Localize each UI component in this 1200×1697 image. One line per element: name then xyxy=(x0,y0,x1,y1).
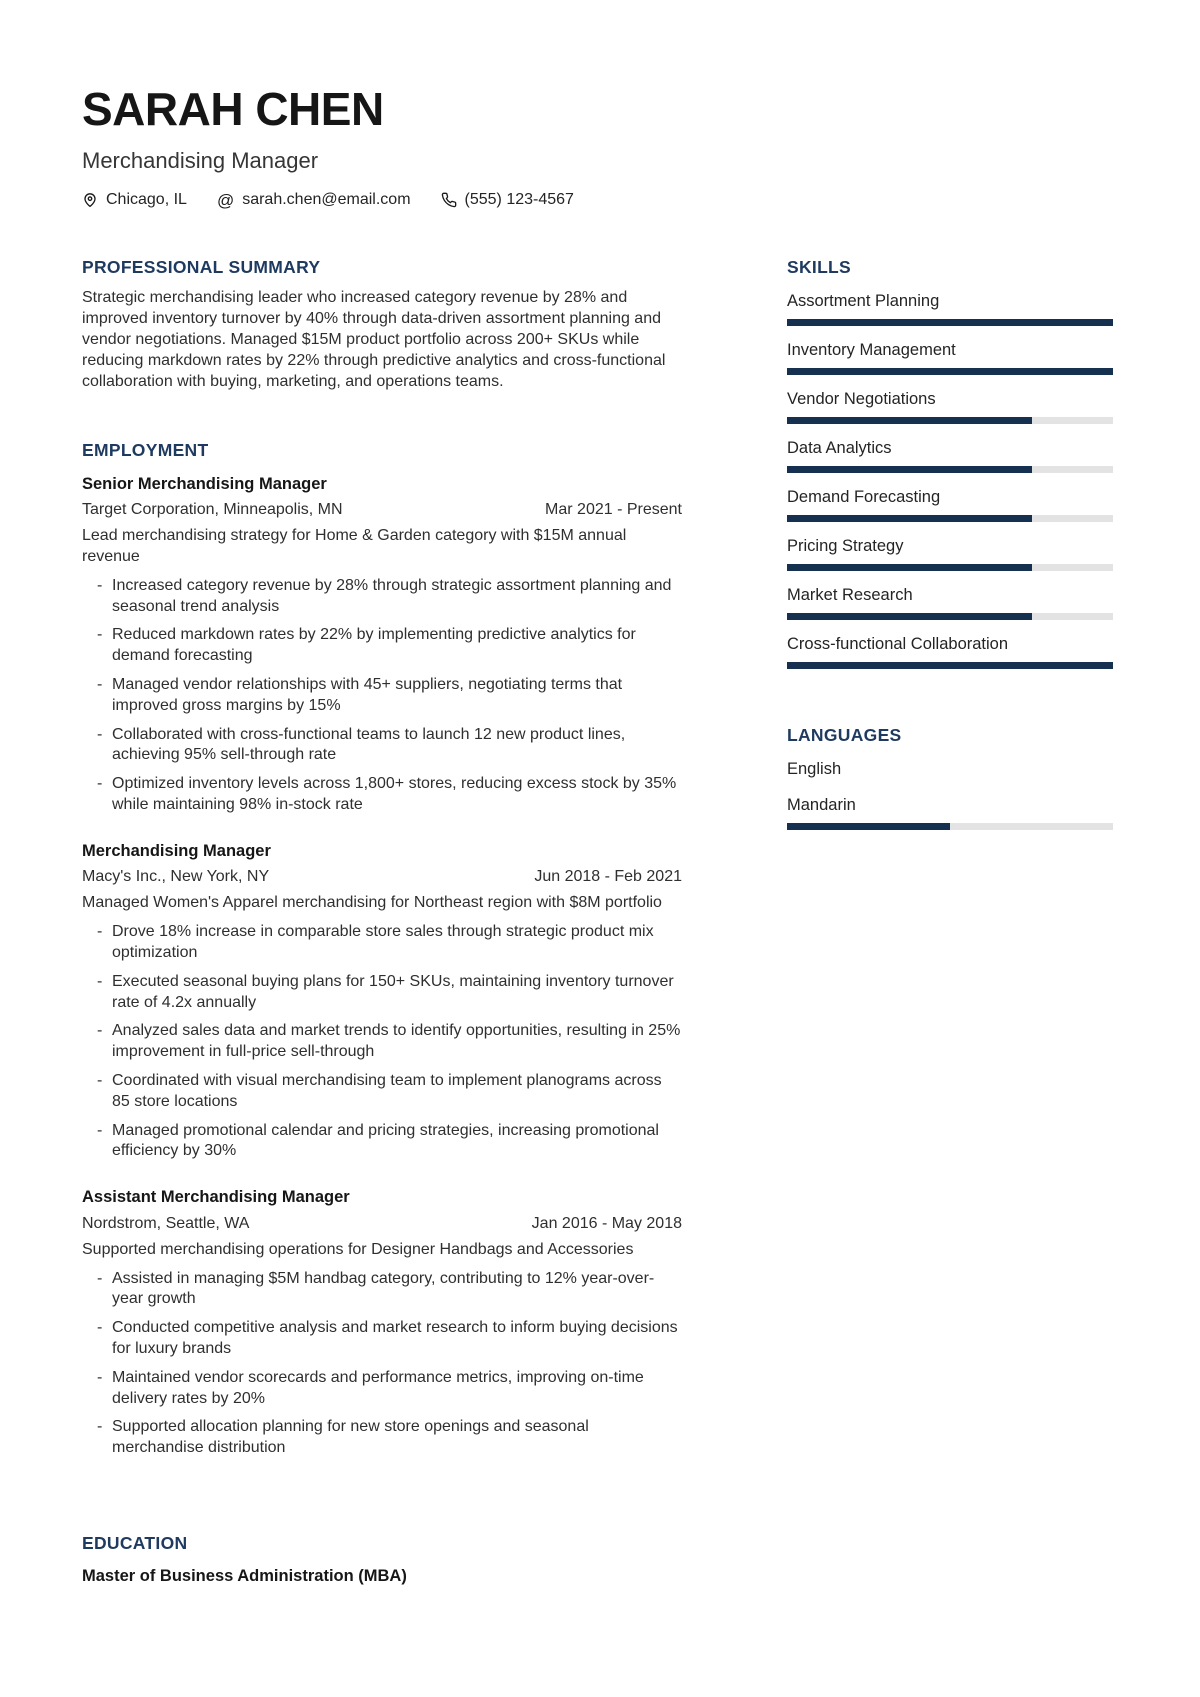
skill-item xyxy=(787,487,1113,522)
language-item-meter xyxy=(787,823,1113,830)
job-company: Target Corporation, Minneapolis, MN xyxy=(82,501,343,519)
skill-item xyxy=(787,438,1113,473)
job-bullets xyxy=(82,576,682,816)
job-dates: Mar 2021 - Present xyxy=(545,501,682,519)
job-bullet: - Reduced markdown rates by 22% by implementing predictive analytics for demand forecasting xyxy=(82,625,682,667)
contact-location xyxy=(82,191,187,209)
skill-item-label: Market Research xyxy=(787,586,913,605)
skill-item-meter-fill xyxy=(787,564,1032,571)
languages-section xyxy=(787,725,1113,829)
job-bullet: - Coordinated with visual merchandising team to implement planograms across 85 store locations xyxy=(82,1071,682,1113)
job-bullet: - Analyzed sales data and market trends to identify opportunities, resulting in 25% improvement in full-price sell-through xyxy=(82,1021,682,1063)
job-bullet: - Supported allocation planning for new store openings and seasonal merchandise distribution xyxy=(82,1417,682,1459)
skill-item-meter xyxy=(787,319,1113,326)
skill-item-meter xyxy=(787,368,1113,375)
job-bullet: - Optimized inventory levels across 1,800+ stores, reducing excess stock by 35% while maintaining 98% in-stock rate xyxy=(82,774,682,816)
skill-item-meter xyxy=(787,515,1113,522)
skill-item-meter-fill xyxy=(787,613,1032,620)
person-job-title: Merchandising Manager xyxy=(82,147,319,173)
job-bullet: - Drove 18% increase in comparable store sales through strategic product mix optimization xyxy=(82,922,682,964)
skill-item-meter xyxy=(787,466,1113,473)
skill-item-meter-fill xyxy=(787,368,1113,375)
contact-row xyxy=(82,191,1113,209)
skill-item-meter-fill xyxy=(787,515,1032,522)
skill-item-meter-fill xyxy=(787,417,1032,424)
at-sign-icon: @ xyxy=(216,190,235,210)
professional-summary-section xyxy=(82,257,682,392)
job-bullet: - Maintained vendor scorecards and performance metrics, improving on-time delivery rates by 20% xyxy=(82,1368,682,1410)
language-item-meter-fill xyxy=(787,823,950,830)
job-lead: Managed Women's Apparel merchandising for Northeast region with $8M portfolio xyxy=(82,894,662,912)
skill-item-meter xyxy=(787,564,1113,571)
language-item-label: Mandarin xyxy=(787,795,856,814)
job-bullet: - Collaborated with cross-functional teams to launch 12 new product lines, achieving 95% sell-through rate xyxy=(82,725,682,767)
education-section xyxy=(82,1533,682,1587)
job-company: Macy's Inc., New York, NY xyxy=(82,868,270,886)
language-item-label: English xyxy=(787,759,842,778)
education-heading: EDUCATION xyxy=(82,1532,188,1553)
employment-heading: EMPLOYMENT xyxy=(82,440,209,461)
job-title: Assistant Merchandising Manager xyxy=(82,1188,350,1207)
phone-icon xyxy=(441,192,457,208)
person-name: SARAH CHEN xyxy=(82,83,384,135)
skill-item-label: Data Analytics xyxy=(787,439,892,458)
skill-item-meter xyxy=(787,613,1113,620)
job-lead: Lead merchandising strategy for Home & Garden category with $15M annual revenue xyxy=(82,527,627,565)
job-meta xyxy=(82,867,682,887)
jobs-list xyxy=(82,474,682,1459)
education-degree: Master of Business Administration (MBA) xyxy=(82,1567,407,1586)
skill-item-label: Vendor Negotiations xyxy=(787,390,936,409)
job-dates: Jun 2018 - Feb 2021 xyxy=(534,868,682,886)
job-company: Nordstrom, Seattle, WA xyxy=(82,1214,250,1232)
skill-item-label: Cross-functional Collaboration xyxy=(787,635,1009,654)
skill-item xyxy=(787,585,1113,620)
skill-item-meter-fill xyxy=(787,662,1113,669)
resume-header xyxy=(82,83,1113,210)
skill-item-label: Pricing Strategy xyxy=(787,537,904,556)
contact-phone-text: (555) 123-4567 xyxy=(464,191,574,209)
skill-item xyxy=(787,340,1113,375)
skills-heading: SKILLS xyxy=(787,257,852,278)
job-entry xyxy=(82,474,682,816)
job-bullet: - Managed vendor relationships with 45+ suppliers, negotiating terms that improved gross margins by 15% xyxy=(82,675,682,717)
skill-item-label: Assortment Planning xyxy=(787,292,940,311)
skill-item xyxy=(787,536,1113,571)
summary-text: Strategic merchandising leader who increased category revenue by 28% and improved inventory turnover by 40% through data-driven assortment planning and vendor negotiations. Managed $15M product portfolio across 200+ SKUs while reducing markdown rates by 22% through predictive analytics and cross-functional collaboration with buying, marketing, and operations teams. xyxy=(82,289,666,390)
skill-item-meter xyxy=(787,662,1113,669)
skill-item xyxy=(787,634,1113,669)
skills-list xyxy=(787,291,1113,669)
employment-section xyxy=(82,440,682,1459)
skill-item-meter-fill xyxy=(787,319,1113,326)
job-title: Senior Merchandising Manager xyxy=(82,474,327,493)
job-bullet: - Conducted competitive analysis and market research to inform buying decisions for luxury brands xyxy=(82,1318,682,1360)
sidebar-column xyxy=(787,257,1113,1586)
skill-item-meter-fill xyxy=(787,466,1032,473)
main-column xyxy=(82,257,682,1586)
contact-email-text: sarah.chen@email.com xyxy=(242,191,411,209)
skill-item-meter xyxy=(787,417,1113,424)
job-meta xyxy=(82,1214,682,1234)
job-bullets xyxy=(82,1269,682,1459)
languages-heading: LANGUAGES xyxy=(787,725,902,746)
job-meta xyxy=(82,500,682,520)
skill-item xyxy=(787,291,1113,326)
job-entry xyxy=(82,841,682,1162)
languages-list xyxy=(787,759,1113,830)
summary-heading: PROFESSIONAL SUMMARY xyxy=(82,257,321,278)
job-bullet: - Managed promotional calendar and pricing strategies, increasing promotional efficiency by 30% xyxy=(82,1121,682,1163)
job-bullets xyxy=(82,922,682,1162)
contact-email xyxy=(217,191,411,209)
skill-item-label: Inventory Management xyxy=(787,341,956,360)
contact-location-text: Chicago, IL xyxy=(106,191,187,209)
language-item xyxy=(787,759,1113,779)
job-bullet: - Executed seasonal buying plans for 150+ SKUs, maintaining inventory turnover rate of 4.2x annually xyxy=(82,972,682,1014)
job-title: Merchandising Manager xyxy=(82,841,271,860)
skill-item-label: Demand Forecasting xyxy=(787,488,941,507)
job-entry xyxy=(82,1187,682,1459)
skills-section xyxy=(787,257,1113,669)
job-lead: Supported merchandising operations for Designer Handbags and Accessories xyxy=(82,1240,634,1258)
job-bullet: - Increased category revenue by 28% through strategic assortment planning and seasonal trend analysis xyxy=(82,576,682,618)
language-item xyxy=(787,795,1113,830)
contact-phone xyxy=(441,191,574,209)
skill-item xyxy=(787,389,1113,424)
job-bullet: - Assisted in managing $5M handbag category, contributing to 12% year-over-year growth xyxy=(82,1269,682,1311)
job-dates: Jan 2016 - May 2018 xyxy=(531,1214,682,1232)
location-pin-icon xyxy=(82,192,98,208)
